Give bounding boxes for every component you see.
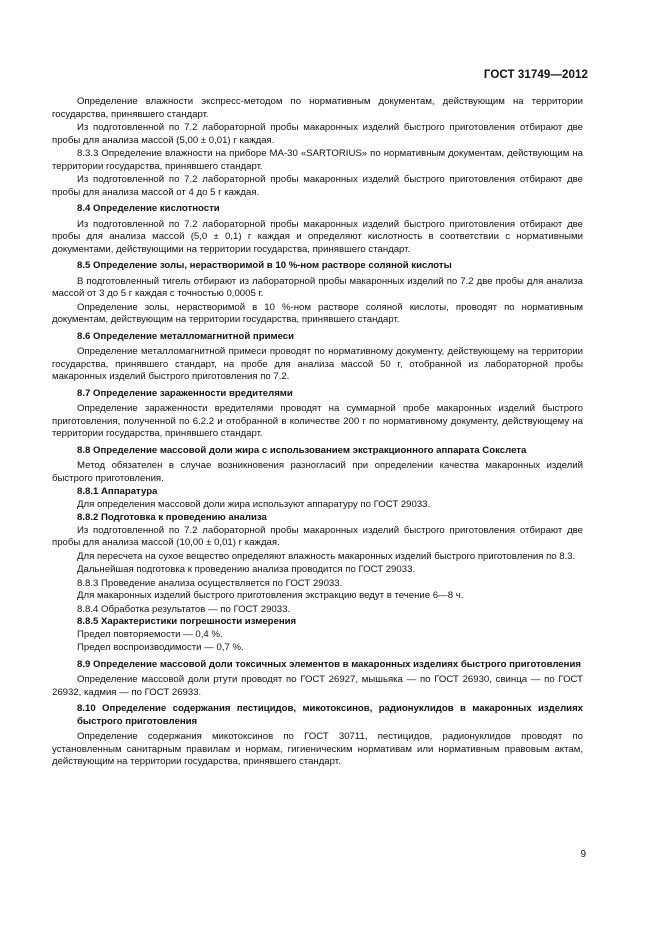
section-heading-8-6: 8.6 Определение металломагнитной примеси (77, 330, 295, 342)
paragraph: Дальнейшая подготовка к проведению анализа проводится по ГОСТ 29033. (77, 564, 416, 575)
section-heading-8-7: 8.7 Определение зараженности вредителями (77, 387, 293, 399)
paragraph: Для макаронных изделий быстрого приготовления экстракцию ведут в течение 6—8 ч. (77, 590, 464, 601)
section-heading-8-9: 8.9 Определение массовой доли токсичных элементов в макаронных изделиях быстрого приготовления (77, 658, 581, 670)
subsection-8-8-3: 8.8.3 Проведение анализа осуществляется по ГОСТ 29033. (77, 577, 343, 589)
paragraph: Из подготовленной по 7.2 лабораторной пробы макаронных изделий быстрого приготовления отбирают две пробы для анализа массой от 4 до 5 г каждая. (52, 174, 583, 198)
paragraph: Определение золы, нерастворимой в 10 %-ном растворе соляной кислоты, проводят по нормативным документам, действующим на территории государства, принявшего стандарт. (52, 301, 583, 325)
section-heading-8-4: 8.4 Определение кислотности (77, 203, 220, 214)
section-heading-8-10: 8.10 Определение содержания пестицидов, микотоксинов, радионуклидов в макаронных изделиях быстрого приготовления (77, 703, 583, 727)
section-heading-8-8: 8.8 Определение массовой доли жира с использованием экстракционного аппарата Сокслета (77, 444, 527, 456)
document-body (52, 96, 583, 770)
section-heading-8-5: 8.5 Определение золы, нерастворимой в 10 %-ном растворе соляной кислоты (77, 260, 452, 271)
subsection-heading-8-8-5: 8.8.5 Характеристики погрешности измерения (77, 616, 297, 627)
paragraph: Определение влажности экспресс-методом по нормативным документам, действующим на территории государства, принявшего стандарт. (52, 96, 583, 120)
paragraph: Определение содержания микотоксинов по ГОСТ 30711, пестицидов, радионуклидов проводят по установленным санитарным правилам и нормам, гигиеническим нормативам или нормативным правовым актам, действующим на территории государства, принявшего стандарт. (52, 731, 583, 767)
paragraph: Определение массовой доли ртути проводят по ГОСТ 26927, мышьяка — по ГОСТ 26930, свинца — по ГОСТ 26932, кадмия — по ГОСТ 26933. (52, 674, 583, 698)
paragraph: Метод обязателен в случае возникновения разногласий при определении качества макаронных изделий быстрого приготовления. (52, 460, 583, 484)
paragraph: Для определения массовой доли жира используют аппаратуру по ГОСТ 29033. (77, 498, 431, 510)
paragraph: Из подготовленной по 7.2 лабораторной пробы макаронных изделий быстрого приготовления отбирают две пробы для анализа массой (5,0 ± 0,1) г каждая и определяют кислотность в соответствии с нормативными документами, действующими на территории государства, принявшего стандарт. (52, 218, 583, 255)
paragraph: Для пересчета на сухое вещество определяют влажность макаронных изделий быстрого приготовления по 8.3. (77, 550, 576, 562)
paragraph: Определение металломагнитной примеси проводят по нормативному документу, действующему на территории государства, принявшего стандарт, на пробе для анализа массой 50 г, отобранной из лабораторной пробы макаронных изделий быстрого приготовления по 7.2. (52, 346, 583, 382)
document-code-header: ГОСТ 31749—2012 (483, 69, 588, 81)
paragraph: Предел повторяемости — 0,4 %. (77, 628, 223, 640)
page-number: 9 (580, 849, 586, 860)
subsection-8-8-4: 8.8.4 Обработка результатов — по ГОСТ 29033. (77, 603, 291, 615)
paragraph: Из подготовленной по 7.2 лабораторной пробы макаронных изделий быстрого приготовления отбирают две пробы для анализа массой (5,00 ± 0,01) г каждая. (52, 122, 583, 146)
paragraph: В подготовленный тигель отбирают из лабораторной пробы макаронных изделий по 7.2 две пробы для анализа массой от 3 до 5 г каждая с точностью 0,0005 г. (52, 275, 583, 299)
paragraph: Предел воспроизводимости — 0,7 %. (77, 642, 244, 653)
paragraph: 8.3.3 Определение влажности на приборе МА-30 «SARTORIUS» по нормативным документам, действующим на территории государства, принявшего стандарт. (52, 148, 583, 172)
subsection-heading-8-8-2: 8.8.2 Подготовка к проведению анализа (77, 512, 267, 523)
paragraph: Из подготовленной по 7.2 лабораторной пробы макаронных изделий быстрого приготовления отбирают две пробы для анализа массой (10,00 ± 0,01) г каждая. (52, 524, 583, 548)
subsection-heading-8-8-1: 8.8.1 Аппаратура (77, 486, 158, 497)
paragraph: Определение зараженности вредителями проводят на суммарной пробе макаронных изделий быстрого приготовления, полученной по 6.2.2 и отобранной в количестве 200 г по нормативному документу, действующему на территории государства, принявшего стандарт. (52, 403, 583, 439)
